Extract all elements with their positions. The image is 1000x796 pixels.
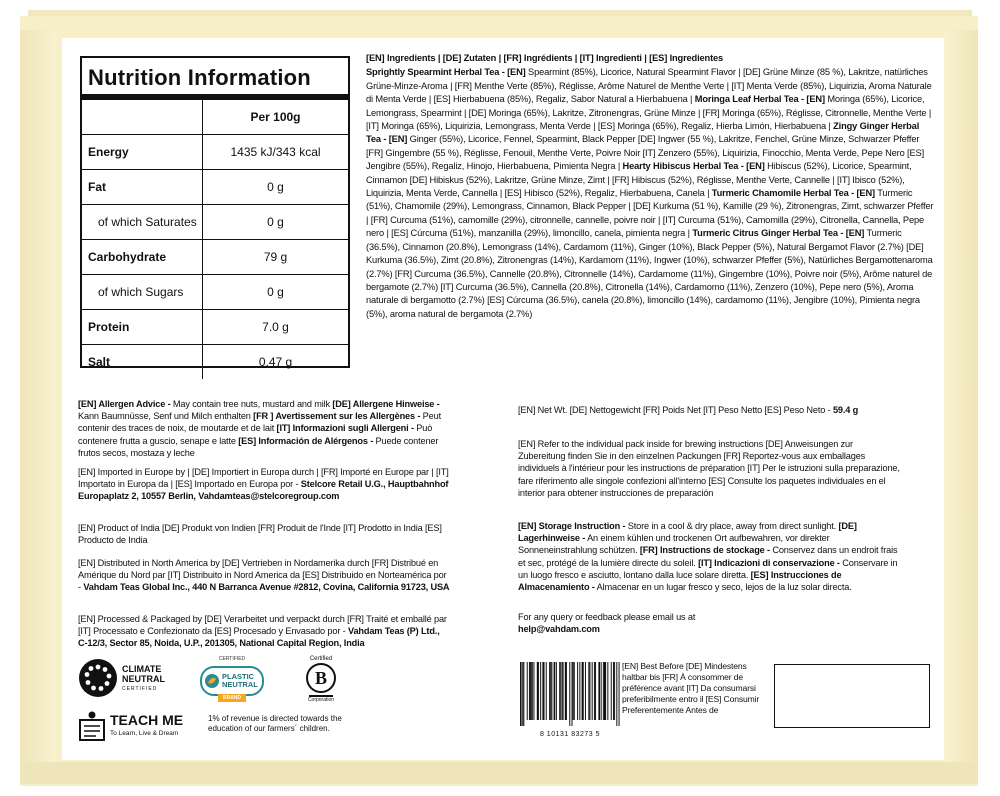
- barcode-bar: [611, 662, 612, 720]
- nutrition-label: Salt: [88, 355, 111, 369]
- barcode-bar: [614, 662, 615, 720]
- box-bottom-flap: [20, 762, 978, 784]
- nutrition-label: of which Sugars: [98, 285, 184, 299]
- barcode-bar: [554, 662, 556, 720]
- barcode-bar: [549, 662, 550, 720]
- net-weight: [EN] Net Wt. [DE] Nettogewicht [FR] Poids Net [IT] Peso Netto [ES] Peso Neto - 59.4 g: [518, 405, 859, 415]
- nutrition-value: 0.47 g: [202, 345, 348, 379]
- barcode-bar: [588, 662, 589, 720]
- barcode-bar: [589, 662, 590, 720]
- nutrition-label: Protein: [88, 320, 130, 334]
- nutrition-value: 1435 kJ/343 kcal: [202, 135, 348, 169]
- barcode-bar: [613, 662, 614, 720]
- ingredients-text: Sprightly Spearmint Herbal Tea - [EN] Spearmint (85%), Licorice, Natural Spearmint Flavor | [DE] Grüne Minze (85 %), Lakritze, natürliches Grüne-Minze-Aroma | [FR] Menthe Verte (85%), Réglisse, Arôme Naturel de Menthe Verte | [IT] Menta Verde (85%), Liquirizia, Aroma Naturale di Menta Verde | [ES] Hierbabuena (85%), Regaliz, Sabor Natural a Hierbabuena | Moringa Leaf Herbal Tea - [EN] Moringa (65%), Licorice, Lemongrass, Spearmint | [DE] Moringa (65%), Lakritze, Zitronengras, Grüne Minze | [FR] Moringa (65%), Réglisse, Citronnelle, Menthe Verte | [IT] Moringa (65%), Liquirizia, Lemongrass, Menta Verde | [ES] Moringa (65%), Regaliz, Hierba Limón, Hierbabuena | Zingy Ginger Herbal Tea - [EN] Ginger (55%), Licorice, Fennel, Spearmint, Black Pepper [DE] Ingwer (55 %), Lakritze, Fenchel, Grüne Minze, Schwarzer Pfeffer [FR] Gingembre (55 %), Réglisse, Fenouil, Menthe Verte, Poivre Noir [IT] Zenzero (55%), Liquirizia, Finocchio, Menta Verde, Pepe Nero [ES] Jengibre (55%), Regaliz, Hinojo, Hierbabuena, Pimienta Negra | Hearty Hibiscus Herbal Tea - [EN] Hibiscus (52%), Licorice, Spearmint, Cinnamon [DE] Hibiskus (52%), Lakritze, Grüne Minze, Zimt | [FR] Hibiscus (52%), Réglisse, Menthe Verte, Cannelle | [IT] Ibisco (52%), Liquirizia, Menta Verde, Cannella | [ES] Hibisco (52%), Regaliz, Hierbabuena, Canela | Turmeric Chamomile Herbal Tea - [EN] Turmeric (51%), Chamomile (29%), Lemongrass, Cinnamon, Black Pepper | [DE] Kurkuma (51 %), Kamille (29 %), Zitronengras, Zimt, schwarzer Pfeffer | [FR] Curcuma (51%), camomille (29%), citronnelle, cannelle, poivre noir | [IT] Curcuma (51%), Camomilla (29%), Citronella, Cannella, Pepe nero | [ES] Cúrcuma (51%), manzanilla (29%), limoncillo, canela, pimienta negra | Turmeric Citrus Ginger Herbal Tea - [EN] Turmeric (36.5%), Cinnamon (20.8%), Lemongrass (14%), Cardamom (11%), Ginger (10%), Black Pepper (5%), Natural Bergamot Flavor (2.7%) [DE] Kurkuma (36.5%), Zimt (20.8%), Zitronengras (14%), Kardamom (11%), Ingwer (10%), schwarzer Pfeffer (5%), Natürliches Bergamottenaroma (2.7%) [FR] Curcuma (36.5%), Cannelle (20.8%), Citronnelle (14%), Cardamome (11%), Gingembre (10%), Poivre noir (5%), Arôme naturel de bergamote (2.7%) [IT] Curcuma (36.5%), Cannella (20.8%), Citronella (14%), Cardamomo (11%), Zenzero (10%), Pepe nero (5%), Aroma naturale di bergamotto (2.7%) [ES] Cúrcuma (36.5%), canela (20.8%), limoncillo (14%), cardamomo (11%), Jengibre (10%), Pimienta negra (5%), aroma natural de bergamota (2.7%): [366, 67, 934, 319]
- nutrition-row: [82, 275, 348, 310]
- barcode-bar: [607, 662, 608, 720]
- allergen-advice: [EN] Allergen Advice - May contain tree nuts, mustard and milk [DE] Allergene Hinweise - Kann Baumnüsse, Senf und Milch enthalten [FR ] Avertissement sur les Allergènes - Peut contenir des traces de noix, de moutarde et de lait [IT] Informazioni sugli Allergeni - Può contenere frutta a guscio, senape e latte [ES] Información de Alérgenos - Puede contener frutos secos, mostaza y leche: [78, 399, 441, 458]
- barcode-bar: [527, 662, 528, 720]
- climate-neutral-logo: [78, 654, 188, 702]
- ingredients-block: [366, 52, 934, 321]
- barcode-bar: [616, 662, 617, 726]
- nutrition-row: [82, 135, 348, 170]
- nutrition-label: of which Saturates: [98, 215, 197, 229]
- storage-instructions: [EN] Storage Instruction - Store in a cool & dry place, away from direct sunlight. [DE] Lagerhinweise - An einem kühlen und trockenen Ort aufbewahren, vor direkter Sonneneinstrahlung schützen. [FR] Instructions de stockage - Conservez dans un endroit frais et sec, protégé de la lumière directe du soleil. [IT] Indicazioni di conservazione - Conservare in un luogo fresco e asciutto, lontano dalla luce solare diretta. [ES] Instrucciones de Almacenamiento - Almacenar en un lugar fresco y seco, lejos de la luz solar directa.: [518, 521, 898, 593]
- barcode-number: 8 10131 83273 5: [539, 731, 601, 738]
- climate-text: CLIMATE NEUTRAL CERTIFIED: [122, 664, 165, 692]
- barcode-bar: [559, 662, 561, 720]
- nutrition-label: Carbohydrate: [88, 250, 167, 264]
- barcode-bar: [598, 662, 600, 720]
- leaf-icon: [204, 673, 220, 689]
- nutrition-row: [82, 345, 348, 379]
- barcode-bar: [556, 662, 557, 720]
- nutrition-value: 0 g: [202, 275, 348, 309]
- tea-name: Hearty Hibiscus Herbal Tea - [EN]: [622, 161, 765, 172]
- tea-name: Sprightly Spearmint Herbal Tea - [EN]: [366, 67, 526, 78]
- tea-name: Zingy Ginger Herbal Tea - [EN]: [366, 121, 920, 145]
- teach-me-tagline: To Learn, Live & Dream: [110, 730, 179, 737]
- barcode: [516, 660, 626, 740]
- barcode-bar: [561, 662, 562, 720]
- product-origin: [EN] Product of India [DE] Produkt von Indien [FR] Produit de l'Inde [IT] Prodotto in India [ES] Producto de India: [78, 523, 442, 546]
- nutrition-header-row: [82, 100, 348, 135]
- tea-name: Turmeric Citrus Ginger Herbal Tea - [EN]: [692, 228, 865, 239]
- box-left-flap: [20, 30, 56, 784]
- teach-me-text: 1% of revenue is directed towards the education of our farmers´ children.: [208, 714, 342, 733]
- climate-neutral-icon: [78, 658, 118, 698]
- bcorp-logo: Certified B Corporation: [307, 656, 335, 703]
- nutrition-value: 0 g: [202, 205, 348, 239]
- barcode-bar: [603, 662, 604, 720]
- barcode-bar: [520, 662, 522, 726]
- plastic-neutral-logo: CERTIFIED PLASTIC NEUTRAL BRAND: [198, 656, 268, 704]
- nutrition-row: [82, 240, 348, 275]
- nutrition-label: Energy: [88, 145, 129, 159]
- best-before: [EN] Best Before [DE] Mindestens haltbar bis [FR] À consommer de préférence avant [IT] Da consumarsi preferibilmente entro il [ES] Consumir Preferentemente Antes de: [622, 661, 760, 715]
- nutrition-row: [82, 170, 348, 205]
- nutrition-value: 0 g: [202, 170, 348, 204]
- barcode-bar: [574, 662, 575, 720]
- barcode-bar: [538, 662, 539, 720]
- box-right-flap: [944, 30, 978, 784]
- barcode-bar: [579, 662, 580, 720]
- nutrition-header: Per 100g: [202, 100, 348, 134]
- barcode-bar: [546, 662, 547, 720]
- barcode-bar: [522, 662, 523, 726]
- nutrition-row: [82, 310, 348, 345]
- barcode-bar: [619, 662, 620, 726]
- tea-name: Moringa Leaf Herbal Tea - [EN]: [694, 94, 825, 105]
- teach-me-logo: [78, 708, 218, 744]
- barcode-bar: [585, 662, 586, 720]
- b-corp-icon: B: [306, 663, 336, 693]
- barcode-bar: [529, 662, 530, 720]
- barcode-bars: [516, 660, 624, 726]
- barcode-bar: [530, 662, 531, 720]
- nutrition-row: [82, 205, 348, 240]
- barcode-bar: [550, 662, 551, 720]
- teach-me-title: TEACH ME: [110, 712, 184, 728]
- barcode-bar: [583, 662, 584, 720]
- barcode-bar: [566, 662, 567, 720]
- barcode-bar: [594, 662, 595, 720]
- teach-me-icon: [78, 710, 106, 742]
- brewing-instructions: [EN] Refer to the individual pack inside for brewing instructions [DE] Anweisungen zur Zubereitung finden Sie in den einzelnen Packungen [FR] Reportez-vous aux emballages individuels à l'intérieur pour les instructions de préparation [IT] Per le istruzioni sulla preparazione, fare riferimento alle singole confezioni all'interno [ES] Consulte los paquetes individuales en el interior para obtener instrucciones de preparación: [518, 439, 900, 498]
- barcode-bar: [577, 662, 578, 720]
- barcode-bar: [533, 662, 534, 720]
- best-before-box: [774, 664, 930, 728]
- ingredients-header: [EN] Ingredients | [DE] Zutaten | [FR] Ingrédients | [IT] Ingredienti | [ES] Ingredientes: [366, 53, 724, 63]
- distributed-by: [EN] Distributed in North America by [DE] Vertrieben in Nordamerika durch [FR] Distribué en Amérique du Nord par [IT] Distribuito in Nord America da [ES] Distribuido en Norteamérica por - Vahdam Teas Global Inc., 440 N Barranca Avenue #2812, Covina, California 91723, USA: [78, 558, 450, 593]
- imported-by: [EN] Imported in Europe by | [DE] Importiert in Europa durch | [FR] Importé en Europe par | [IT] Importato in Europa da | [ES] Importado en Europa por - Stelcore Retail U.G., Hauptbahnhof Europaplatz 2, 10557 Berlin, Vahdamteas@stelcoregroup.com: [78, 467, 449, 502]
- barcode-bar: [572, 662, 573, 726]
- processed-by: [EN] Processed & Packaged by [DE] Verarbeitet und verpackt durch [FR] Traité et emballé par [IT] Processato e Confezionato da [ES] Procesado y Envasado por - Vahdam Teas (P) Ltd., C-12/3, Sector 85, Noida, U.P., 201305, National Capital Region, India: [78, 614, 447, 649]
- barcode-bar: [569, 662, 570, 726]
- nutrition-value: 79 g: [202, 240, 348, 274]
- tea-name: Turmeric Chamomile Herbal Tea - [EN]: [711, 188, 875, 199]
- barcode-bar: [592, 662, 593, 720]
- contact-email[interactable]: help@vahdam.com: [518, 624, 600, 635]
- barcode-bar: [605, 662, 606, 720]
- nutrition-value: 7.0 g: [202, 310, 348, 344]
- nutrition-title: Nutrition Information: [82, 58, 348, 100]
- barcode-bar: [544, 662, 545, 720]
- barcode-bar: [573, 662, 574, 720]
- barcode-bar: [523, 662, 524, 726]
- barcode-bar: [551, 662, 552, 720]
- barcode-bar: [601, 662, 602, 720]
- nutrition-table: [80, 56, 350, 368]
- barcode-bar: [540, 662, 541, 720]
- contact-info: For any query or feedback please email us at help@vahdam.com: [518, 611, 902, 635]
- barcode-bar: [531, 662, 533, 720]
- barcode-bar: [595, 662, 596, 720]
- barcode-bar: [563, 662, 564, 720]
- nutrition-label: Fat: [88, 180, 106, 194]
